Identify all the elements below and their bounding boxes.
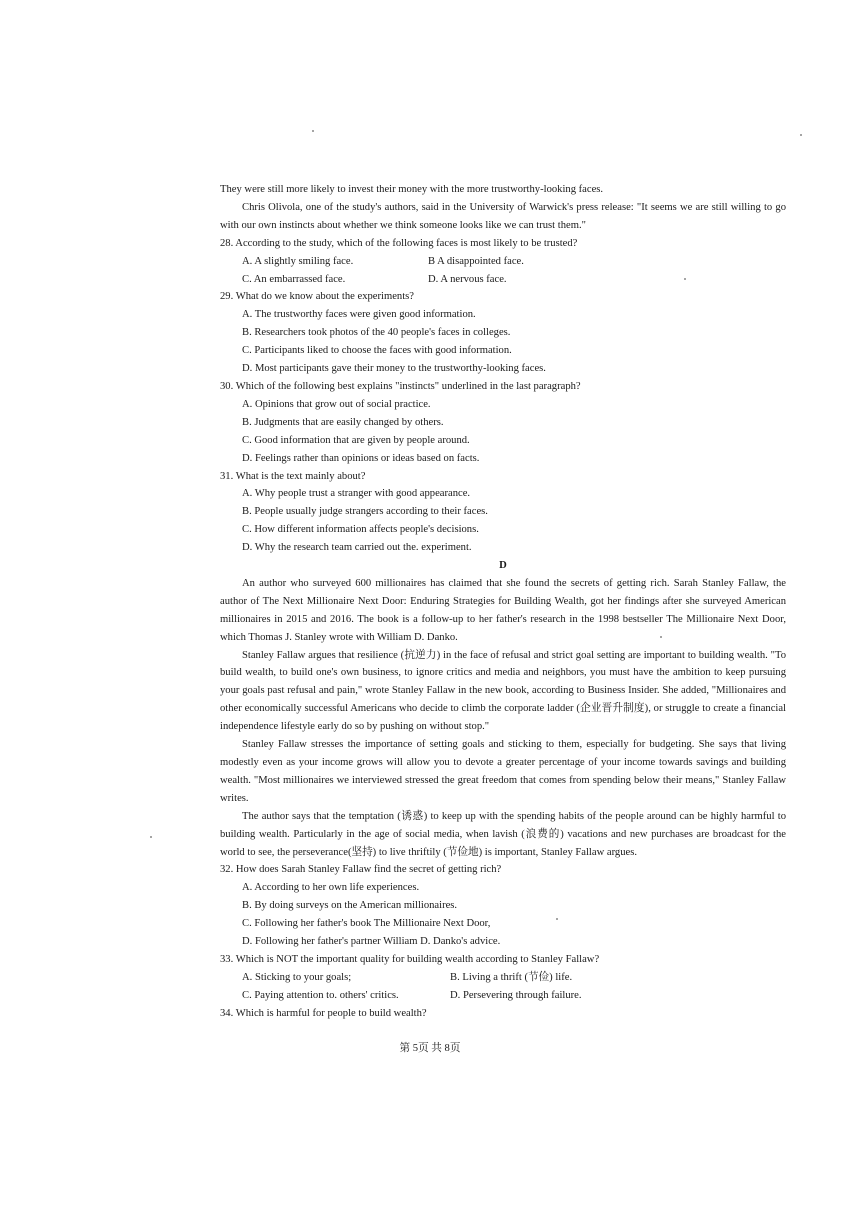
passage-d-paragraph: An author who surveyed 600 millionaires has claimed that she found the secrets of getting rich. Sarah Stanley Fallaw, the author of The Next Millionaire Next Door: Enduring Strategies for Building Wealth, got her findings after she surveyed American millionaires in 2015 and 2016. The book is a follow-up to her father's research in the 1998 bestseller The Millionaire Next Door, which Thomas J. Stanley wrote with William D. Danko. [220,577,786,643]
question-28 [220,235,786,289]
questions-d [220,861,786,1022]
option-c: C. Participants liked to choose the faces with good information. [242,345,512,357]
option-b: B. People usually judge strangers according to their faces. [242,506,488,518]
page-content [220,181,786,1023]
option-b: B. Judgments that are easily changed by others. [242,416,444,428]
question-stem: 29. What do we know about the experiments? [220,291,414,303]
scan-speck [800,134,802,136]
option-a: A. Why people trust a stranger with good appearance. [242,488,471,500]
question-stem: 30. Which of the following best explains "instincts" underlined in the last paragraph? [220,380,581,392]
question-29 [220,288,786,378]
page-number: 第 5页 共 8页 [399,1043,461,1054]
question-34 [220,1005,786,1023]
option-d: D. A nervous face. [428,273,507,285]
option-c: C. How different information affects people's decisions. [242,524,479,536]
option-c: C. An embarrassed face. [242,273,346,285]
option-row [242,271,786,289]
question-stem: 33. Which is NOT the important quality for building wealth according to Stanley Fallaw? [220,953,600,965]
question-stem: 28. According to the study, which of the following faces is most likely to be trusted? [220,237,578,249]
option-a: A. Opinions that grow out of social practice. [242,398,431,410]
question-31 [220,468,786,558]
option-a: A. Sticking to your goals; [242,971,352,983]
option-b: B. Researchers took photos of the 40 people's faces in colleges. [242,327,511,339]
scan-speck [312,130,314,132]
option-c: C. Following her father's book The Millionaire Next Door, [242,918,491,930]
question-30 [220,378,786,468]
option-d: D. Persevering through failure. [450,989,582,1001]
option-d: D. Following her father's partner William D. Danko's advice. [242,936,501,948]
option-a: A. According to her own life experiences. [242,882,420,894]
option-row [242,253,786,271]
questions-c [220,235,786,557]
question-33 [220,951,786,1005]
passage-d-paragraph: The author says that the temptation (诱惑) to keep up with the spending habits of the people around can be highly harmful to building wealth. Particularly in the age of social media, when lavish (浪费的) vacations and new purchases are broadcast for the world to see, the perseverance(坚持) to live thriftily (节俭地) is important, Stanley Fallaw argues. [220,810,786,858]
scan-speck [150,836,152,838]
question-stem: 32. How does Sarah Stanley Fallaw find the secret of getting rich? [220,864,502,876]
option-c: C. Paying attention to. others' critics. [242,989,399,1001]
option-b: B A disappointed face. [428,255,524,267]
option-c: C. Good information that are given by people around. [242,434,470,446]
option-d: D. Feelings rather than opinions or ideas based on facts. [242,452,480,464]
question-stem: 31. What is the text mainly about? [220,470,366,482]
passage-d-paragraph: Stanley Fallaw stresses the importance of setting goals and sticking to them, especially for budgeting. She says that living modestly even as your income grows will allow you to devote a greater percentage of your income towards savings and building wealth. "Most millionaires we interviewed stressed the great freedom that comes from spending below their means," Stanley Fallaw writes. [220,739,786,804]
option-d: D. Why the research team carried out the. experiment. [242,542,472,554]
passage-d [220,575,786,862]
option-b: B. By doing surveys on the American millionaires. [242,900,458,912]
option-d: D. Most participants gave their money to the trustworthy-looking faces. [242,363,546,375]
option-row [242,969,786,987]
passage-c-paragraph: Chris Olivola, one of the study's authors, said in the University of Warwick's press release: "It seems we are still willing to go with our own instincts about whether we think someone looks like we can trust them." [220,201,786,231]
option-a: A. The trustworthy faces were given good information. [242,309,476,321]
option-row [242,987,786,1005]
question-32 [220,861,786,951]
passage-c-line: They were still more likely to invest their money with the more trustworthy-looking faces. [220,184,604,195]
option-a: A. A slightly smiling face. [242,255,354,267]
question-stem: 34. Which is harmful for people to build wealth? [220,1007,427,1019]
option-b: B. Living a thrift (节俭) life. [450,971,573,983]
section-heading: D [499,560,507,572]
passage-d-paragraph: Stanley Fallaw argues that resilience (抗逆力) in the face of refusal and strict goal setting are important to building wealth. "To build wealth, to build one's own business, to ignore critics and media and neighbors, you must have the ambition to keep pursuing your goals past refusal and pain," wrote Stanley Fallaw in the new book, according to Business Insider. She added, "Millionaires and other economically successful Americans who decide to climb the corporate ladder (企业晋升制度), or struggle to create a financial independence lifestyle early do so by pushing on without stop." [220,649,786,733]
